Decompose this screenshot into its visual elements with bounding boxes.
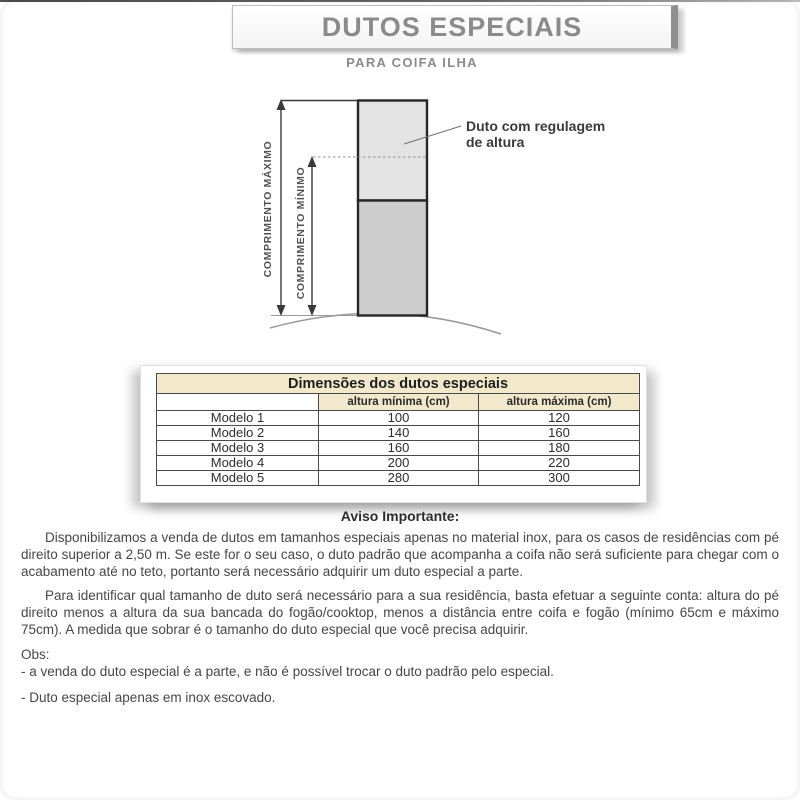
dimensions-card <box>140 365 647 503</box>
page-subtitle: PARA COIFA ILHA <box>346 55 478 70</box>
table-header-row <box>157 394 640 411</box>
duct-callout-line2: de altura <box>466 134 525 150</box>
duct-callout-line1: Duto com regulagem <box>466 118 606 134</box>
title-banner <box>232 5 678 49</box>
duct-diagram <box>250 90 680 360</box>
notice-paragraph-2: Para identificar qual tamanho de duto será necessário para a sua residência, basta efetuar a seguinte conta: altura do pé direito menos a altura da sua bancada do fogão/cooktop, menos a distância entre coifa e fogão (mínimo 65cm e máximo 75cm). A medida que sobrar é o tamanho do duto especial que você precisa adquirir. <box>21 587 779 638</box>
model-cell: Modelo 5 <box>157 471 319 486</box>
column-header-min: altura mínima (cm) <box>319 394 479 411</box>
duct-lower-section <box>358 201 427 316</box>
column-header-empty <box>157 394 319 411</box>
table-row <box>157 411 640 426</box>
model-cell: Modelo 4 <box>157 456 319 471</box>
min-height-cell: 140 <box>319 426 479 441</box>
model-cell: Modelo 3 <box>157 441 319 456</box>
max-height-cell: 180 <box>479 441 640 456</box>
max-height-cell: 300 <box>479 471 640 486</box>
max-height-cell: 120 <box>479 411 640 426</box>
table-title-row <box>157 374 640 394</box>
table-row <box>157 441 640 456</box>
min-height-cell: 160 <box>319 441 479 456</box>
min-height-cell: 280 <box>319 471 479 486</box>
notice-section <box>21 507 779 706</box>
max-length-label: COMPRIMENTO MÁXIMO <box>262 140 274 278</box>
min-height-cell: 200 <box>319 456 479 471</box>
min-dimension-arrow <box>308 156 317 316</box>
table-row <box>157 456 640 471</box>
obs-heading: Obs: <box>21 647 50 663</box>
max-height-cell: 160 <box>479 426 640 441</box>
model-cell: Modelo 1 <box>157 411 319 426</box>
max-dimension-arrow <box>277 99 286 316</box>
table-title: Dimensões dos dutos especiais <box>157 374 640 394</box>
notice-heading: Aviso Importante: <box>340 508 460 524</box>
min-length-label: COMPRIMENTO MÍNIMO <box>295 166 307 300</box>
duct-upper-section <box>358 101 427 201</box>
page-title: DUTOS ESPECIAIS <box>321 11 583 42</box>
min-height-cell: 100 <box>319 411 479 426</box>
notice-paragraph-1: Disponibilizamos a venda de dutos em tamanhos especiais apenas no material inox, para os casos de residências com pé direito superior a 2,50 m. Se este for o seu caso, o duto padrão que acompanha a coifa não será suficiente para chegar com o acabamento até no teto, portanto será necessário adquirir um duto especial a parte. <box>21 530 779 580</box>
table-row <box>157 426 640 441</box>
dimensions-table <box>156 373 640 486</box>
column-header-max: altura máxima (cm) <box>479 394 640 411</box>
table-row <box>157 471 640 486</box>
model-cell: Modelo 2 <box>157 426 319 441</box>
obs-item-2: - Duto especial apenas em inox escovado. <box>21 690 276 706</box>
max-height-cell: 220 <box>479 456 640 471</box>
obs-item-1: - a venda do duto especial é a parte, e não é possível trocar o duto padrão pelo especial. <box>21 664 554 680</box>
scan-top-edge <box>0 0 800 2</box>
